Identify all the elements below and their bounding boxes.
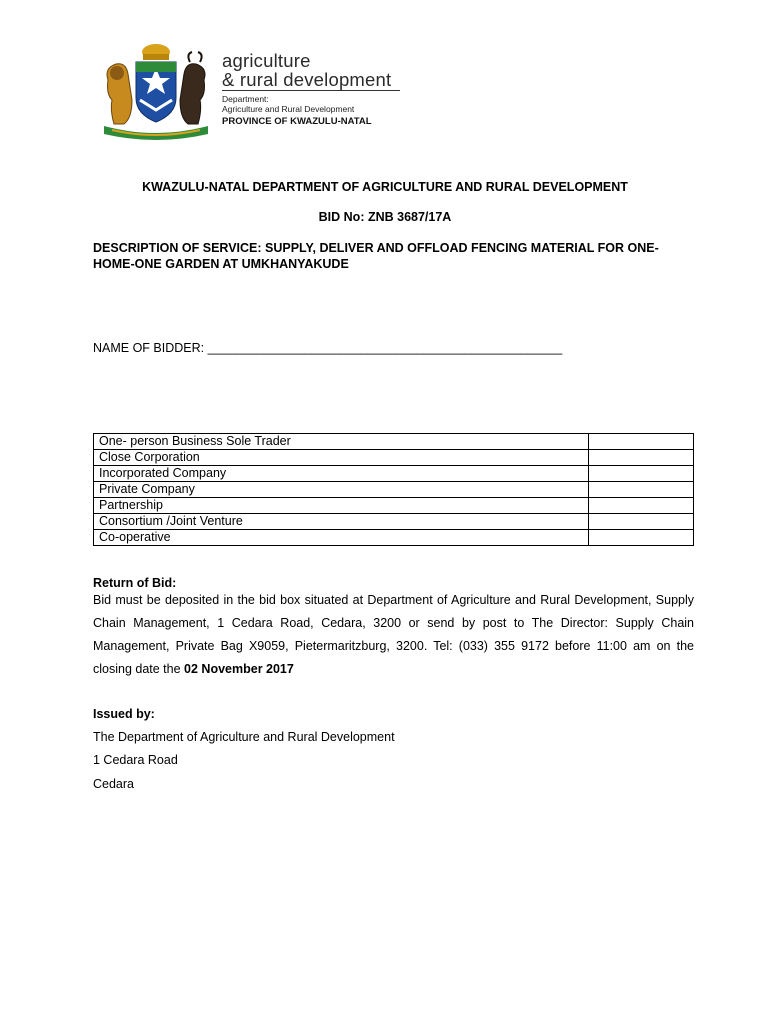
bid-number: BID No: ZNB 3687/17A — [318, 210, 452, 224]
service-description: DESCRIPTION OF SERVICE: SUPPLY, DELIVER AND OFFLOAD FENCING MATERIAL FOR ONE-HOME-ONE GARDEN AT UMKHANYAKUDE — [93, 241, 659, 271]
business-type-checkbox[interactable] — [589, 450, 694, 466]
business-type-label: Private Company — [94, 482, 589, 498]
issuer-street: 1 Cedara Road — [93, 753, 178, 767]
return-of-bid-body — [93, 589, 694, 681]
return-of-bid-text: Bid must be deposited in the bid box situated at Department of Agriculture and Rural Development, Supply Chain Management, 1 Cedara Road, Cedara, 3200 or send by post to The Director: Supply Chain Management, Private Bag X9059, Pietermaritzburg, 3200. Tel: (033) 355 9172 before 11:00 am on the closing date the — [93, 593, 694, 676]
department-name: Agriculture and Rural Development — [222, 104, 355, 114]
business-type-checkbox[interactable] — [589, 498, 694, 514]
business-type-label: Co-operative — [94, 530, 589, 546]
department-label: Department: — [222, 94, 269, 104]
business-type-label: Consortium /Joint Venture — [94, 514, 589, 530]
business-type-label: Incorporated Company — [94, 466, 589, 482]
brand-divider — [222, 90, 400, 91]
table-row — [94, 482, 694, 498]
province-label: PROVINCE OF KWAZULU-NATAL — [222, 116, 372, 127]
issued-by-title: Issued by: — [93, 707, 155, 721]
table-row — [94, 498, 694, 514]
department-heading: KWAZULU-NATAL DEPARTMENT OF AGRICULTURE AND RURAL DEVELOPMENT — [142, 180, 628, 194]
kzn-coat-of-arms-icon — [96, 40, 216, 145]
business-type-label: Close Corporation — [94, 450, 589, 466]
business-type-checkbox[interactable] — [589, 530, 694, 546]
closing-date: 02 November 2017 — [184, 662, 294, 676]
business-type-label: Partnership — [94, 498, 589, 514]
table-row — [94, 466, 694, 482]
business-type-checkbox[interactable] — [589, 482, 694, 498]
table-row — [94, 450, 694, 466]
name-of-bidder-field: NAME OF BIDDER: ___________________________________________________ — [93, 341, 563, 355]
business-type-checkbox[interactable] — [589, 466, 694, 482]
return-of-bid-title: Return of Bid: — [93, 576, 177, 590]
issuer-name: The Department of Agriculture and Rural Development — [93, 730, 395, 744]
business-type-table — [93, 433, 694, 546]
table-row — [94, 530, 694, 546]
business-type-label: One- person Business Sole Trader — [94, 434, 589, 450]
table-row — [94, 434, 694, 450]
brand-line-agriculture: agriculture — [222, 50, 311, 71]
table-row — [94, 514, 694, 530]
business-type-checkbox[interactable] — [589, 434, 694, 450]
brand-line-rural-development: & rural development — [222, 69, 392, 90]
issuer-town: Cedara — [93, 777, 134, 791]
business-type-checkbox[interactable] — [589, 514, 694, 530]
